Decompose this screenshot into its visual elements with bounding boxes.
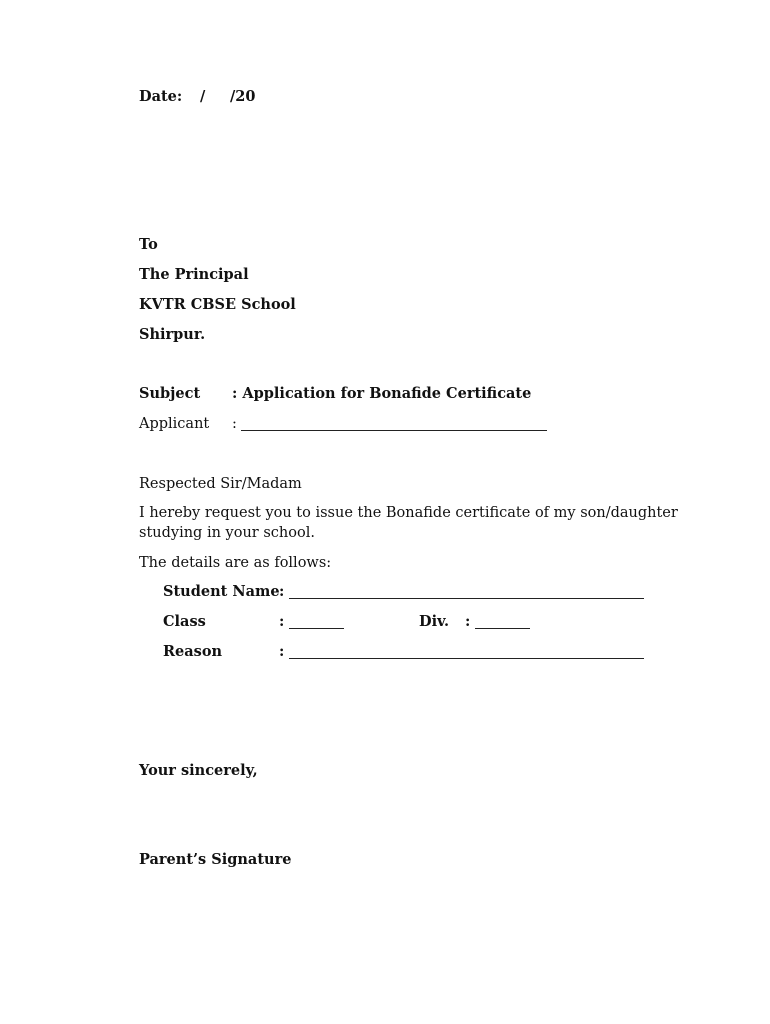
reason-colon: : [279, 643, 285, 660]
details-intro: The details are as follows: [139, 555, 332, 571]
applicant-label: Applicant [139, 416, 210, 432]
body-line-2: studying in your school. [139, 525, 315, 541]
body-line-1: I hereby request you to issue the Bonafide certificate of my son/daughter [139, 505, 678, 521]
div-colon: : [465, 613, 471, 630]
date-year: /20 [230, 88, 256, 105]
applicant-colon: : [232, 416, 237, 432]
subject-value: : Application for Bonafide Certificate [232, 385, 532, 402]
reason-blank-line [289, 658, 644, 659]
salutation: Respected Sir/Madam [139, 476, 302, 492]
recipient-city: Shirpur. [139, 326, 206, 343]
closing: Your sincerely, [139, 762, 258, 779]
div-label: Div. [419, 613, 450, 630]
recipient-to: To [139, 236, 158, 253]
class-label: Class [163, 613, 206, 630]
parent-signature-label: Parent’s Signature [139, 851, 292, 868]
date-label: Date: [139, 88, 183, 105]
reason-label: Reason [163, 643, 223, 660]
recipient-school: KVTR CBSE School [139, 296, 296, 313]
date-separator: / [200, 88, 206, 105]
class-colon: : [279, 613, 285, 630]
student-name-colon: : [279, 583, 285, 600]
student-name-label: Student Name [163, 583, 280, 600]
div-blank-line [475, 628, 530, 629]
applicant-blank-line [241, 430, 547, 431]
subject-label: Subject [139, 385, 201, 402]
class-blank-line [289, 628, 344, 629]
student-name-blank-line [289, 598, 644, 599]
recipient-title: The Principal [139, 266, 249, 283]
